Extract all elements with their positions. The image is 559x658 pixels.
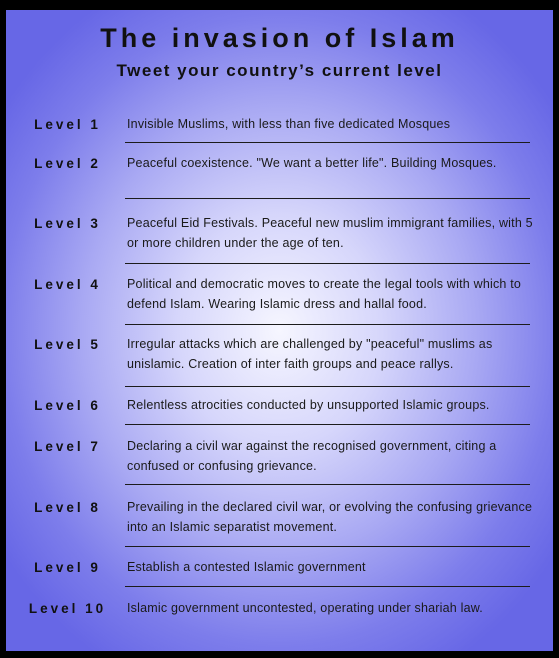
level-description: Prevailing in the declared civil war, or evolving the confusing grievance into an Islamic separatist movement. [127, 500, 533, 534]
level-description: Establish a contested Islamic government [127, 560, 366, 574]
level-description: Peaceful Eid Festivals. Peaceful new muslim immigrant families, with 5 or more children under the age of ten. [127, 216, 533, 250]
divider [125, 263, 530, 264]
divider [125, 546, 530, 547]
divider [125, 586, 530, 587]
poster-panel [6, 10, 553, 651]
level-description: Peaceful coexistence. "We want a better life". Building Mosques. [127, 156, 497, 170]
divider [125, 324, 530, 325]
level-description: Islamic government uncontested, operating under shariah law. [127, 601, 483, 615]
level-label: Level 5 [34, 337, 101, 352]
level-description: Declaring a civil war against the recognised government, citing a confused or confusing grievance. [127, 439, 497, 473]
level-label: Level 3 [34, 216, 101, 231]
level-description: Irregular attacks which are challenged by "peaceful" muslims as unislamic. Creation of inter faith groups and peace rallys. [127, 337, 493, 371]
level-label: Level 9 [34, 560, 101, 575]
level-description: Invisible Muslims, with less than five dedicated Mosques [127, 117, 451, 131]
poster-title: The invasion of Islam [100, 23, 459, 53]
level-label: Level 10 [28, 601, 107, 616]
level-label: Level 2 [34, 156, 101, 171]
divider [125, 484, 530, 485]
level-label: Level 1 [34, 117, 101, 132]
level-label: Level 8 [34, 500, 101, 515]
divider [125, 198, 530, 199]
level-label: Level 4 [34, 277, 101, 292]
level-description: Political and democratic moves to create the legal tools with which to defend Islam. Wearing Islamic dress and hallal food. [127, 277, 522, 311]
divider [125, 142, 530, 143]
level-description: Relentless atrocities conducted by unsupported Islamic groups. [127, 398, 490, 412]
level-label: Level 6 [34, 398, 101, 413]
poster-subtitle: Tweet your country’s current level [116, 61, 443, 80]
level-label: Level 7 [34, 439, 101, 454]
divider [125, 386, 530, 387]
divider [125, 424, 530, 425]
